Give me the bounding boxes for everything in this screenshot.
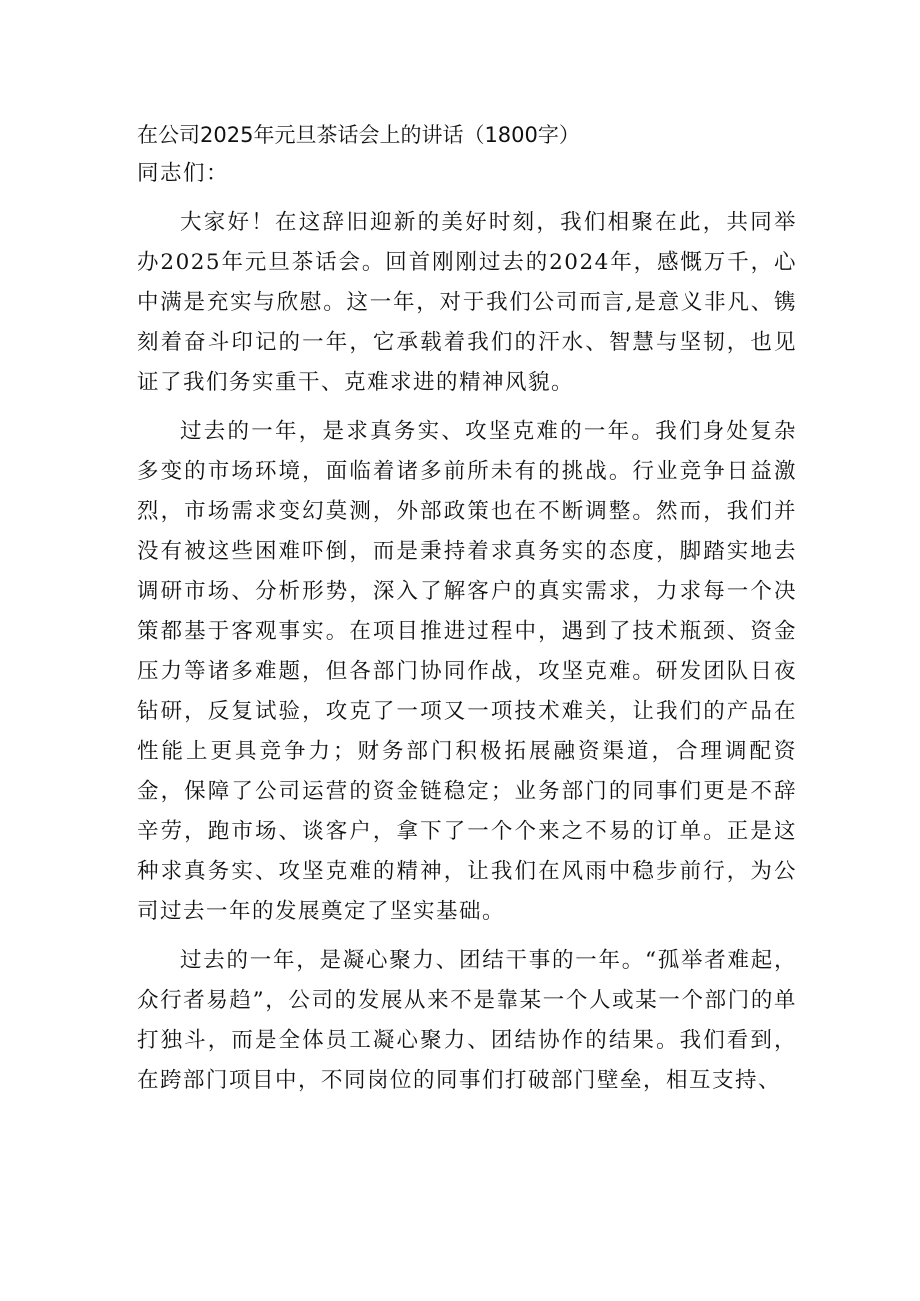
paragraph-pragmatism: 过去的一年，是求真务实、攻坚克难的一年。我们身处复杂多变的市场环境，面临着诸多前所未有的挑战。行业竞争日益激烈，市场需求变幻莫测，外部政策也在不断调整。然而，我们并没有被这些困难吓倒，而是秉持着求真务实的态度，脚踏实地去调研市场、分析形势，深入了解客户的真实需求，力求每一个决策都基于客观事实。在项目推进过程中，遇到了技术瓶颈、资金压力等诸多难题，但各部门协同作战，攻坚克难。研发团队日夜钻研，反复试验，攻克了一项又一项技术难关，让我们的产品在性能上更具竞争力；财务部门积极拓展融资渠道，合理调配资金，保障了公司运营的资金链稳定；业务部门的同事们更是不辞辛劳，跑市场、谈客户，拿下了一个个来之不易的订单。正是这种求真务实、攻坚克难的精神，让我们在风雨中稳步前行，为公司过去一年的发展奠定了坚实基础。 xyxy=(137,419,797,924)
paragraph-unity: 过去的一年，是凝心聚力、团结干事的一年。“孤举者难起，众行者易趋”，公司的发展从来不是靠某一个人或某一个部门的单打独斗，而是全体员工凝心聚力、团结协作的结果。我们看到，在跨部门项目中，不同岗位的同事们打破部门壁垒，相互支持、 xyxy=(137,948,797,1093)
spacer xyxy=(137,194,797,203)
document-body xyxy=(137,116,797,1101)
spacer xyxy=(137,932,797,941)
document-title: 在公司2025年元旦茶话会上的讲话（1800字） xyxy=(137,123,580,147)
spacer xyxy=(137,403,797,412)
salutation: 同志们： xyxy=(137,161,230,186)
paragraph-opening: 大家好！在这辞旧迎新的美好时刻，我们相聚在此，共同举办2025年元旦茶话会。回首刚刚过去的2024年，感慨万千，心中满是充实与欣慰。这一年，对于我们公司而言,是意义非凡、镌刻着奋斗印记的一年，它承载着我们的汗水、智慧与坚韧，也见证了我们务实重干、克难求进的精神风貌。 xyxy=(137,210,797,395)
